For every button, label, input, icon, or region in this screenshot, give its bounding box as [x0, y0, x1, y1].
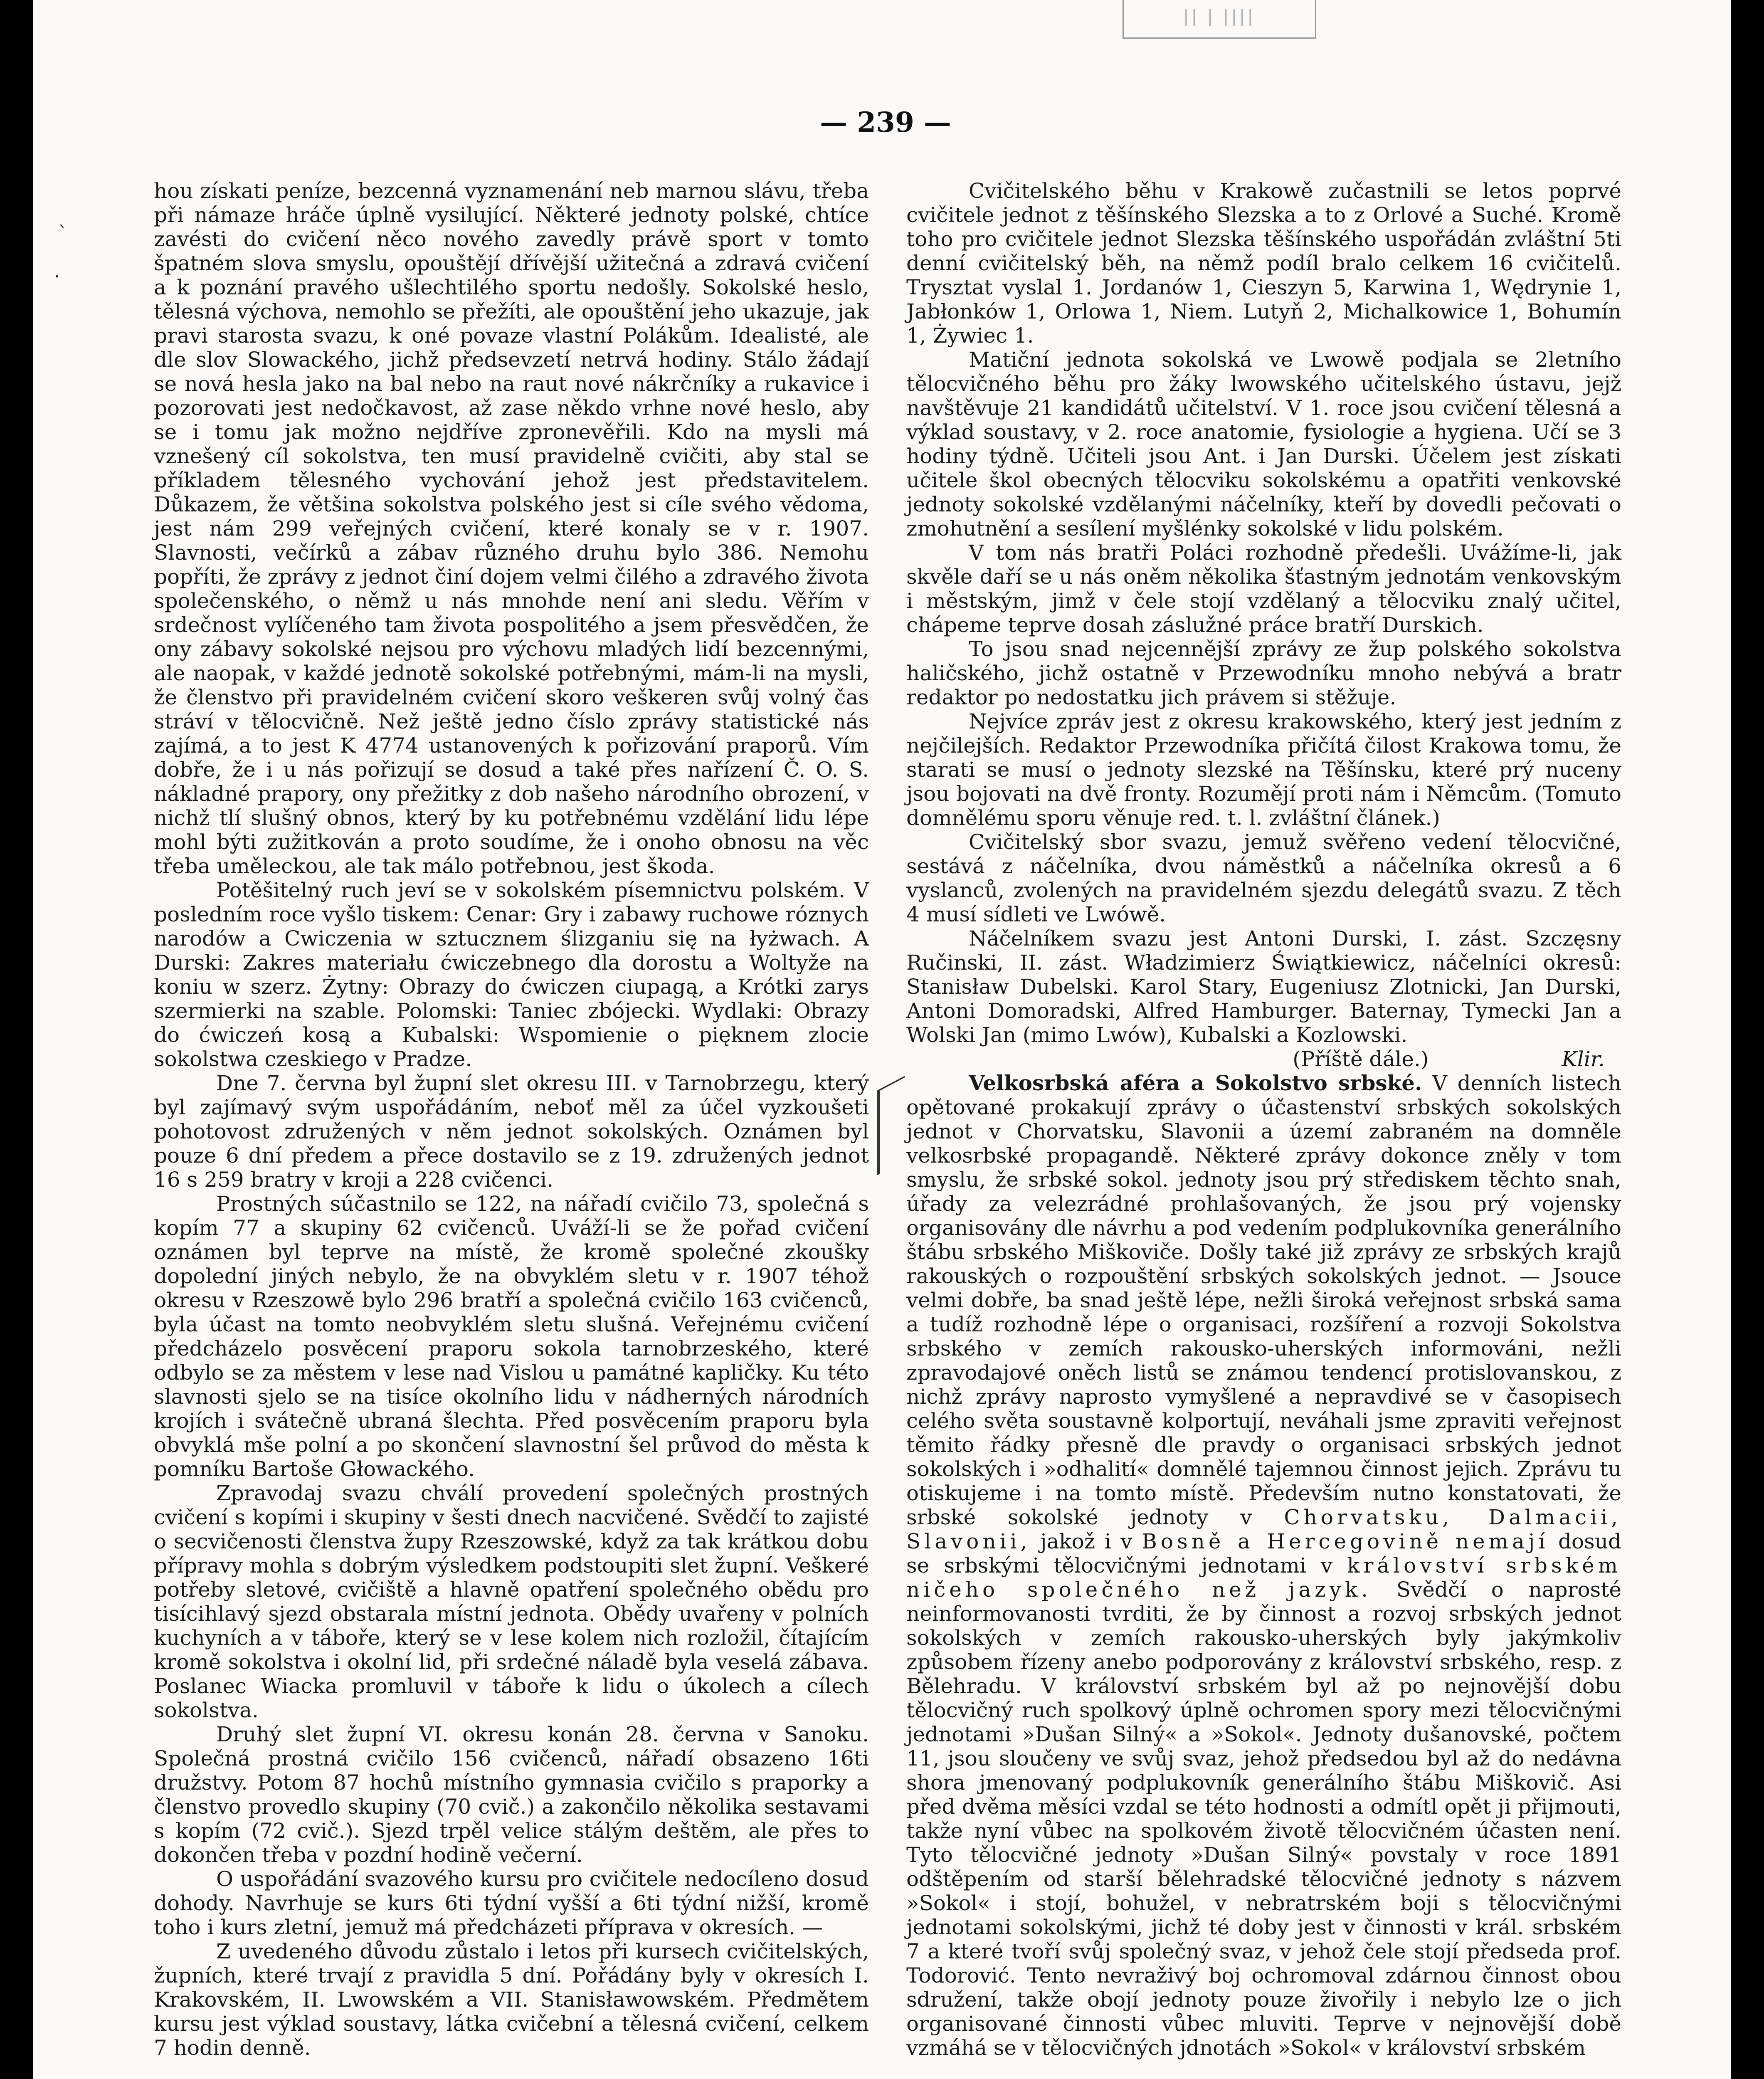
paragraph: Cvičitelský sbor svazu, jemuž svěřeno vedení tělocvičné, sestává z náčelníka, dvou náměstků a náčelníka okresů a 6 vyslanců, zvolených na pravidelném sjezdu delegátů svazu. Z těch 4 musí sídleti ve Lwówě.	[906, 830, 1621, 926]
scan-border-right	[1731, 0, 1764, 2079]
margin-mark: ·	[54, 266, 60, 287]
scan-border-left	[0, 0, 33, 2079]
article-text-spaced: Bosně a Hercegovině nemají	[1142, 1529, 1549, 1553]
paragraph: Náčelníkem svazu jest Antoni Durski, I. zást. Szczęsny Ručinski, II. zást. Władzimierz Świątkiewicz, náčelníci okresů: Stanisław Dubelski. Karol Stary, Eugeniusz Zlotnicki, Jan Durski, Antoni Domoradski, Alfred Hamburger. Baternay, Tymecki Jan a Wolski Jan (mimo Lwów), Kubalski a Kozlowski.	[906, 926, 1621, 1047]
paragraph: Z uvedeného důvodu zůstalo i letos při kursech cvičitelských, župních, které trvají z pravidla 5 dní. Pořádány byly v okresích I. Krakovském, II. Lwowském a VII. Stanisławowském. Předmětem kursu jest výklad soustavy, látka cvičební a tělesná cvičení, celkem 7 hodin denně.	[154, 1939, 869, 2060]
right-column	[906, 179, 1621, 2060]
author-signature: Klir.	[1562, 1047, 1605, 1071]
archive-stamp: || | ||||	[1123, 0, 1316, 39]
margin-bracket	[877, 1076, 905, 1175]
article-text-spaced: Chorvatsku, Dalmacii, Slavonii,	[906, 1505, 1621, 1553]
article-text: V denních listech opětované prokakují zprávy o účastenství srbských sokolských jednot v Chorvatsku, Slavonii a území zabraném na domněle velkosrbské propagandě. Některé zprávy dokonce zněly v tom smyslu, že srbské sokol. jednoty jsou prý střediskem těchto snah, úřady za velezrádné prohlašovaných, že jsou prý vojensky organisovány dle návrhu a pod vedením podplukovníka generálního štábu srbského Miškoviče. Došly také již zprávy ze srbských krajů rakouských o rozpouštění srbských sokolských jednot. — Jsouce velmi dobře, ba snad ještě lépe, nežli široká veřejnost srbská sama a tudíž rozhodně lépe o organisaci, rozšíření a rozvoji Sokolstva srbského v zemích rakousko-uherských informováni, nežli zpravodajové oněch listů se známou tendencí protislovanskou, z nichž zprávy naprosto vymyšlené a nepravdivé se v časopisech celého světa soustavně kolportují, neváhali jsme zpraviti veřejnost těmito řádky přesně dle pravdy o organisaci srbských jednot sokolských i »odhalití« domnělé tajemnou činnost jejich. Zprávu tu otiskujeme i na tomto místě. Především nutno konstatovati, že srbské sokolské jednoty v	[906, 1071, 1621, 1529]
article-signature-line	[906, 1047, 1621, 1071]
paragraph: Prostných súčastnilo se 122, na nářadí cvičilo 73, společná s kopím 77 a skupiny 62 cvičenců. Uváží-li se že pořad cvičení oznámen byl teprve na místě, že kromě společné zkoušky dopolední jiných nebylo, že na obvyklém sletu v r. 1907 téhož okresu v Rzeszowě bylo 296 bratří a společná cvičilo 163 cvičenců, byla účast na tomto neobvyklém sletu slušná. Veřejnému cvičení předcházelo posvěcení praporu sokola tarnobrzeského, které odbylo se za městem v lese nad Vislou u památné kapličky. Ku této slavnosti sjelo se na tisíce okolního lidu v nádherných národních krojích i svátečně ubraná šlechta. Před posvěcením praporu byla obvyklá mše polní a po skončení slavnostní šel průvod do města k pomníku Bartoše Głowackého.	[154, 1192, 869, 1481]
paragraph: Zpravodaj svazu chválí provedení společných prostných cvičení s kopími i skupiny v šesti dnech nacvičené. Svědčí to zajisté o secvičenosti členstva župy Rzeszowské, když za tak krátkou dobu přípravy mohla s dobrým výsledkem podstoupiti slet župní. Veškeré potřeby sletové, cvičiště a hlavně opatření společného obědu pro tisícihlavý sjezd obstarala místní jednota. Obědy uvařeny v polních kuchyních a v táboře, který se v lese kolem nich rozložil, čítajícím kromě sokolstva i okolní lid, při srdečné náladě byla veselá zábava. Poslanec Wiacka promluvil v táboře k lidu o úkolech a cílech sokolstva.	[154, 1481, 869, 1722]
paragraph: Nejvíce zpráv jest z okresu krakowského, který jest jedním z nejčilejších. Redaktor Przewodníka přičítá čilost Krakowa tomu, že starati se musí o jednoty slezské na Těšínsku, které prý nuceny jsou bojovati na dvě fronty. Rozumějí proti nám i Němcům. (Tomuto domnělému sporu věnuje red. t. l. zvláštní článek.)	[906, 709, 1621, 830]
continued-note: (Příště dále.)	[1293, 1047, 1429, 1071]
article-text-spaced: království srbském ničeho společného než jazyk.	[906, 1553, 1621, 1602]
paragraph: V tom nás bratři Poláci rozhodně předešli. Uvážíme-li, jak skvěle daří se u nás oněm několika šťastným jednotám venkovským i městským, jimž v čele stojí vzdělaný a tělocviku znalý učitel, chápeme teprve dosah záslužné práce bratří Durskich.	[906, 541, 1621, 637]
paragraph: Potěšitelný ruch jeví se v sokolském písemnictvu polském. V posledním roce vyšlo tiskem: Cenar: Gry i zabawy ruchowe róznych narodów a Cwiczenia w sztucznem ślizganiu się na łyżwach. A Durski: Zakres materiału ćwiczebnego dla dorostu a Woltyže na koniu w szerz. Żytny: Obrazy do ćwiczen ciupagą, a Krótki zarys szermierki na szable. Polomski: Taniec zbójecki. Wydlaki: Obrazy do ćwiczeń kosą a Kubalski: Wspomienie o pięknem zlocie sokolstwa czeskiego v Pradze.	[154, 878, 869, 1071]
article-headline: Velkosrbská aféra a Sokolstvo srbské.	[969, 1071, 1422, 1095]
article-text: jakož i v	[1040, 1529, 1132, 1553]
paragraph: Dne 7. června byl župní slet okresu III. v Tarnobrzegu, který byl zajímavý svým uspořádáním, neboť měl za účel vyzkoušeti pohotovost združených v něm jednot sokolských. Oznámen byl pouze 6 dní předem a přece dostavilo se z 19. združených jednot 16 s 259 bratry v kroji a 228 cvičenci.	[154, 1071, 869, 1192]
paragraph: O uspořádání svazového kursu pro cvičitele nedocíleno dosud dohody. Navrhuje se kurs 6ti týdní vyšší a 6ti týdní nižší, kromě toho i kurs zletní, jemuž má předcházeti příprava v okresích. —	[154, 1867, 869, 1939]
paragraph: Cvičitelského běhu v Krakowě zučastnili se letos poprvé cvičitele jednot z těšínského Slezska a to z Orlové a Suché. Kromě toho pro cvičitele jednot Slezska těšínského uspořádán zvláštní 5ti denní cvičitelský běh, na němž podíl bralo celkem 16 cvičitelů. Trysztat vyslal 1. Jordanów 1, Cieszyn 5, Karwina 1, Wędrynie 1, Jabłonków 1, Orlowa 1, Niem. Lutyň 2, Michalkowice 1, Bohumín 1, Żywiec 1.	[906, 179, 1621, 348]
article-text: Svědčí o naprosté neinformovanosti tvrditi, že by činnost a rozvoj srbských jednot sokolských v zemích rakousko-uherských byly jakýmkoliv způsobem řízeny anebo podporovány z království srbského, resp. z Bělehradu. V království srbském byl až po nejnovější dobu tělocvičný ruch spolkový úplně ochromen spory mezi tělocvičnými jednotami »Dušan Silný« a »Sokol«. Jednoty dušanovské, počtem 11, jsou sloučeny ve svůj svaz, jehož předsedou byl až do nedávna shora jmenovaný podplukovník generálního štábu Miškovič. Asi před dvěma měsíci vzdal se této hodnosti a odmítl opět ji přijmouti, takže nyní vůbec na spolkovém životě tělocvičném účasten není. Tyto tělocvičné jednoty »Dušan Silný« povstaly v roce 1891 odštěpením od starší bělehradské tělocvičné jednoty s názvem »Sokol« i stojí, bohužel, v nebratrském boji s tělocvičnými jednotami sokolskými, jichž té doby jest v činnosti v král. srbském 7 a které tvoří svůj společný svaz, v jehož čele stojí předseda prof. Todorović. Tento nevraživý boj ochromoval zdárnou činnost obou sdružení, takže obojí jednoty pouze živořily i nebylo lze o jich organisované činnosti vůbec mluviti. Teprve v nejnovější době vzmáhá se v tělocvičných jdnotách »Sokol« v království srbském	[906, 1578, 1621, 2060]
margin-mark: `	[58, 222, 67, 244]
article-text: dosud se srbskými tělocvičnými jednotami v	[906, 1529, 1621, 1578]
page-number: — 239 —	[820, 106, 951, 138]
paragraph: Matiční jednota sokolská ve Lwowě podjala se 2letního tělocvičného běhu pro žáky lwowského učitelského ústavu, jejž navštěvuje 21 kandidátů učitelství. V 1. roce jsou cvičení tělesná a výklad soustavy, v 2. roce anatomie, fysiologie a hygiena. Učí se 3 hodiny týdně. Učiteli jsou Ant. i Jan Durski. Účelem jest získati učitele škol obecných tělocviku sokolskému a opatřiti venkovské jednoty sokolské vzdělanými náčelníky, kteří by dovedli pečovati o zmohutnění a sesílení myšlénky sokolské v lidu polském.	[906, 348, 1621, 541]
paragraph: Druhý slet župní VI. okresu konán 28. června v Sanoku. Společná prostná cvičilo 156 cvičenců, nářadí obsazeno 16ti družstvy. Potom 87 hochů místního gymnasia cvičilo s praporky a členstvo provedlo skupiny (70 cvič.) a zakončilo několika sestavami s kopím (72 cvič.). Sjezd trpěl velice stálým deštěm, ale přes to dokončen třeba v pozdní hodině večerní.	[154, 1722, 869, 1867]
paragraph: To jsou snad nejcennější zprávy ze žup polského sokolstva haličského, jichž ostatně v Przewodníku mnoho nebývá a bratr redaktor po nedostatku jich právem si stěžuje.	[906, 637, 1621, 709]
article-velkosrbska-afera	[906, 1071, 1621, 2060]
paragraph: hou získati peníze, bezcenná vyznamenání neb marnou slávu, třeba při námaze hráče úplně vysilující. Některé jednoty polské, chtíce zavésti do cvičení něco nového zavedly právě sport v tomto špatném slova smyslu, opouštějí dřívější užitečná a zdravá cvičení a k poznání pravého ušlechtilého sportu nedošly. Sokolské heslo, tělesná výchova, nemohlo se přežíti, ale opouštění jeho ukazuje, jak pravi starosta svazu, k oné povaze vlastní Polákům. Idealisté, ale dle slov Slowackého, jichž předsevzetí netrvá hodiny. Stálo žádají se nová hesla jako na bal nebo na raut nové nákrčníky a rukavice i pozorovati jest nedočkavost, až zase někdo vrhne nové heslo, aby se i tomu jak možno nejdříve zpronevěřili. Kdo na mysli má vznešený cíl sokolstva, ten musí pravidelně cvičiti, aby stal se příkladem tělesného vychování jehož jest představitelem. Důkazem, že většina sokolstva polského jest si cíle svého vědoma, jest nám 299 veřejných cvičení, které konaly se v r. 1907. Slavnosti, večírků a zábav různého druhu bylo 386. Nemohu popříti, že zprávy z jednot činí dojem velmi čilého a zdravého života společenského, o němž u nás mnohde není ani sledu. Věřím v srdečnost vylíčeného tam života pospolitého a jsem přesvědčen, že ony zábavy sokolské nejsou pro výchovu mladých lidí bezcennými, ale naopak, v každé jednotě sokolské potřebnými, mám-li na mysli, že členstvo při pravidelném cvičení skoro veškeren svůj volný čas stráví v tělocvičně. Než ještě jedno číslo zprávy statistické nás zajímá, a to jest K 4774 ustanovených k pořizování praporů. Vím dobře, že i u nás pořizují se dosud a také přes nařízení Č. O. S. nákladné prapory, ony přežitky z dob našeho národního obrození, v nichž tlí slušný obnos, který by ku potřebnému vzdělání lidu lépe mohl býti zužitkován a proto soudíme, že i onoho obnosu na věc třeba uměleckou, ale tak málo potřebnou, jest škoda.	[154, 179, 869, 878]
left-column	[154, 179, 869, 2060]
